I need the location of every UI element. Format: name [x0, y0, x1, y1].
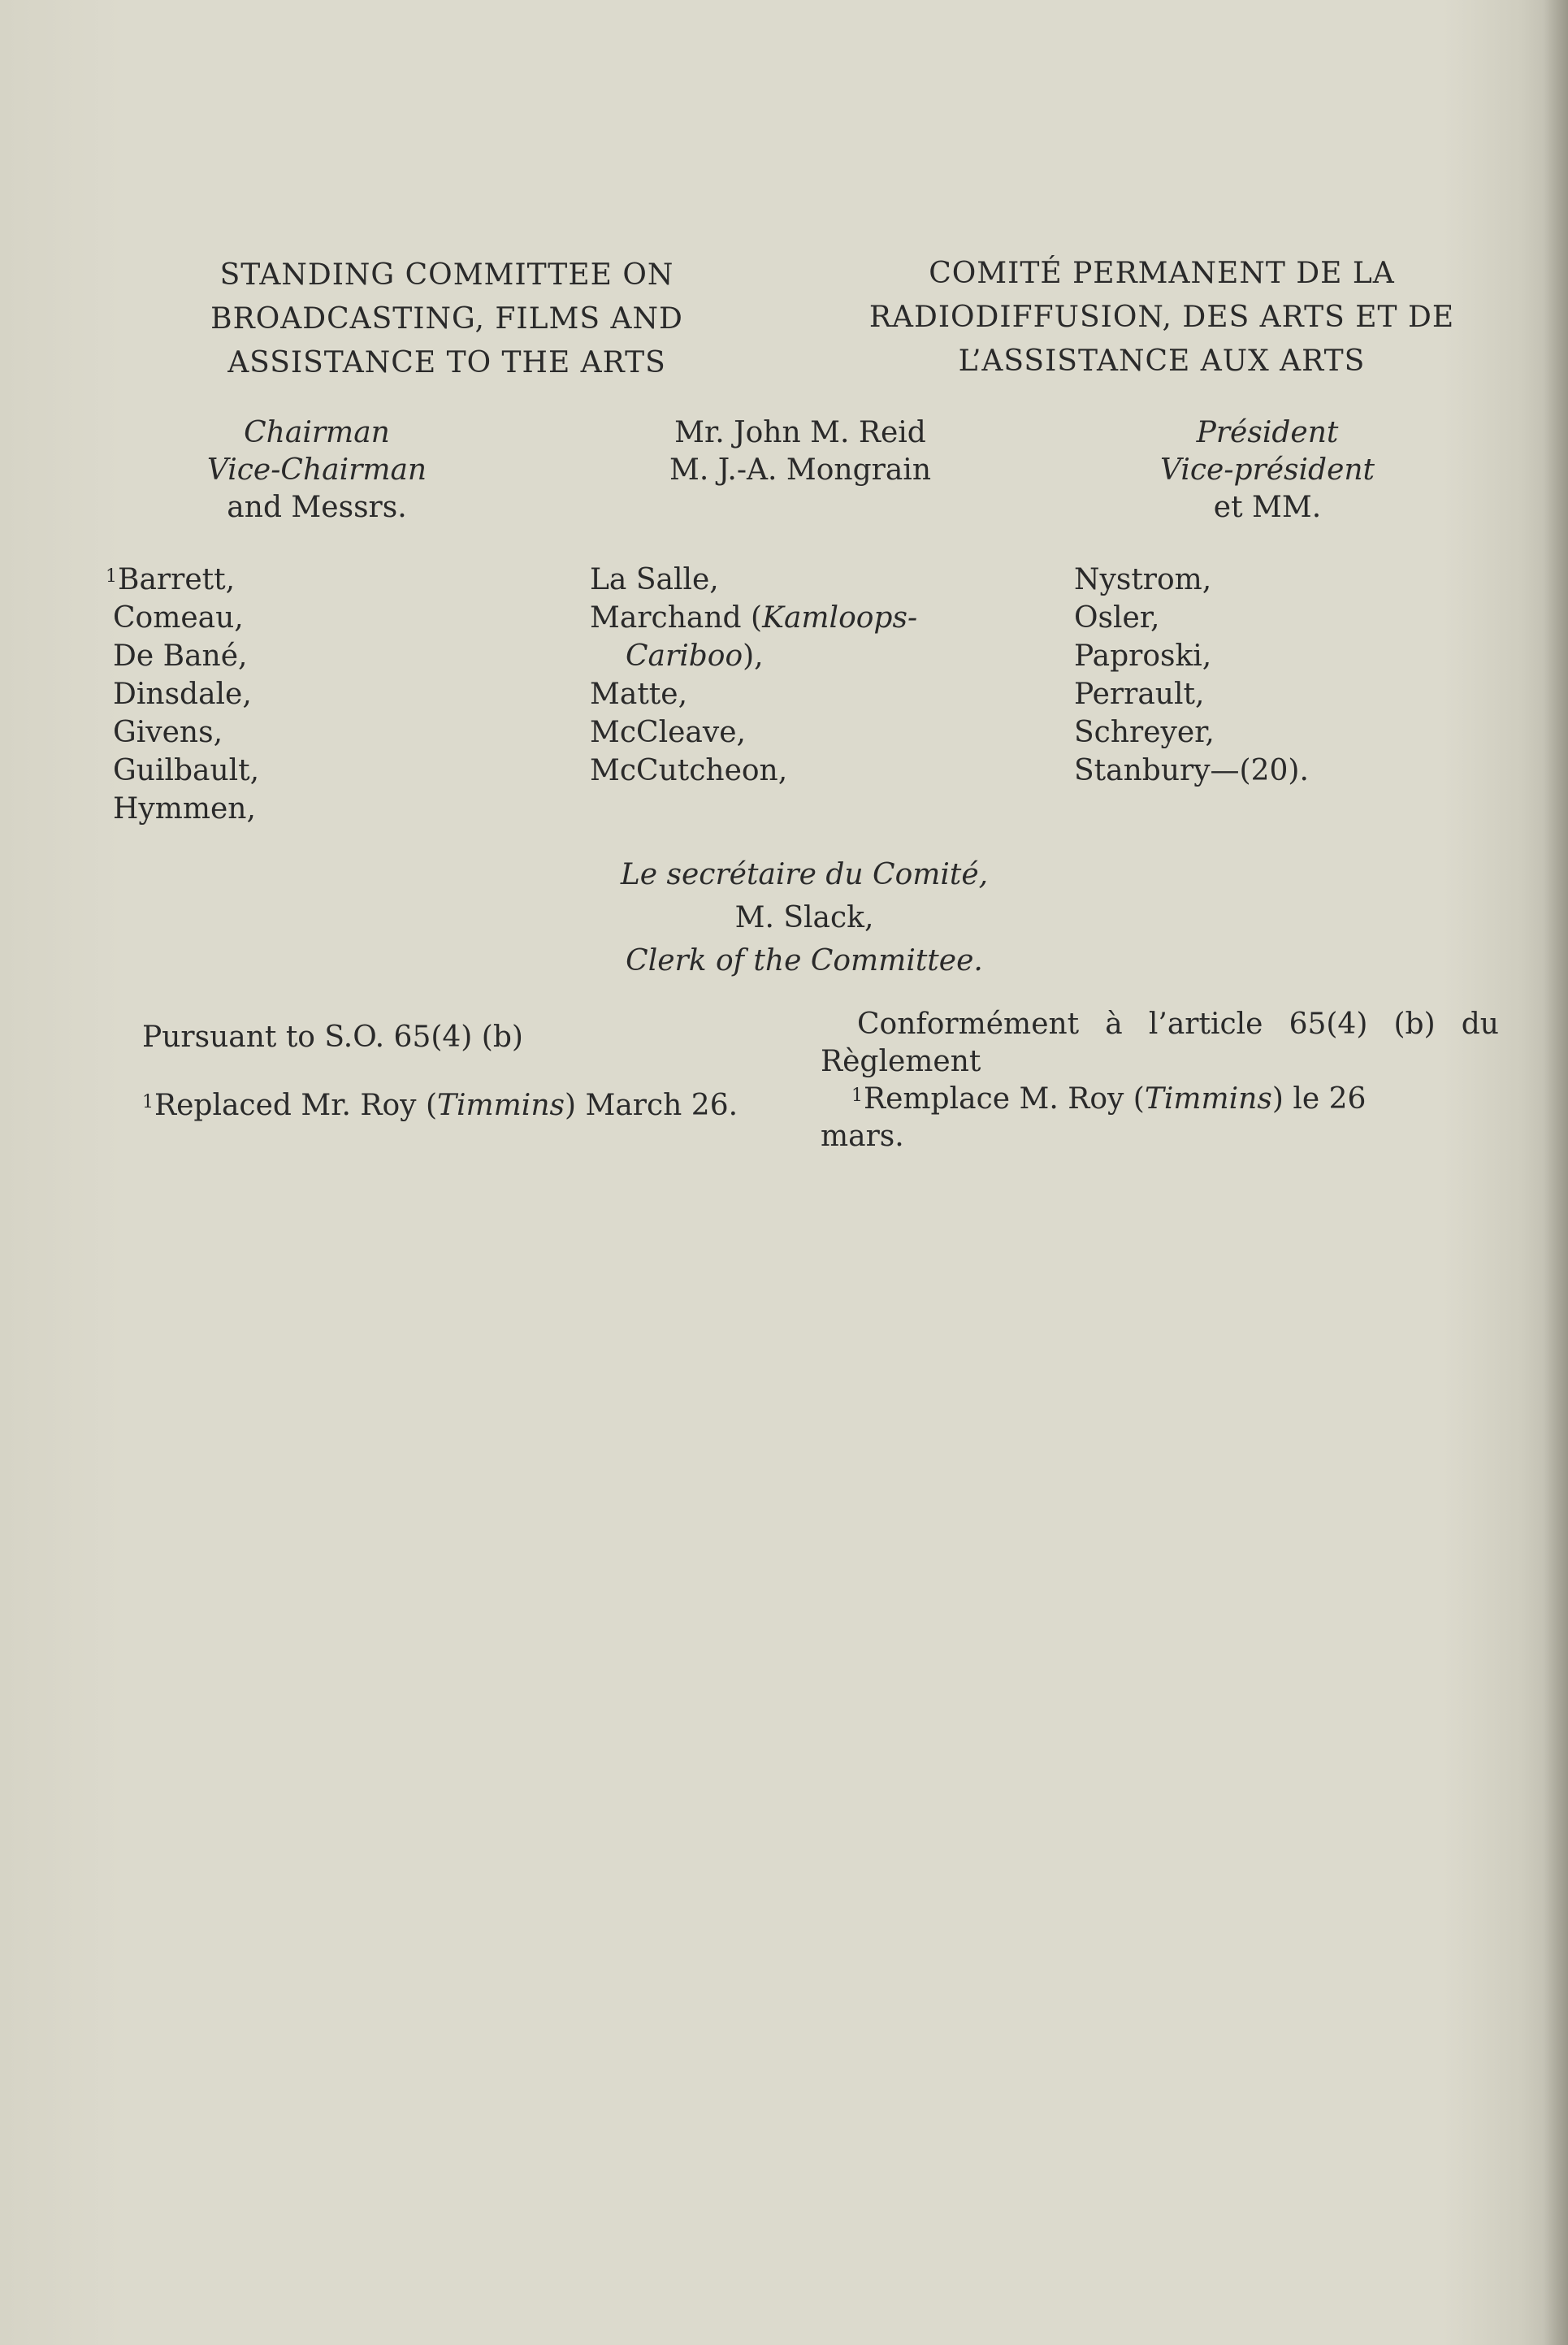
member-name: Givens, — [113, 716, 223, 749]
mm-label: et MM. — [1213, 491, 1322, 524]
officer-names — [617, 414, 983, 489]
member-name: Paproski, — [1074, 639, 1212, 673]
english-roles — [195, 414, 439, 527]
french-title-line: COMITÉ PERMANENT DE LA — [929, 257, 1395, 290]
english-title-line: STANDING COMMITTEE ON — [219, 258, 674, 292]
member-name: Nystrom, — [1074, 563, 1212, 596]
clerk-french-title: Le secrétaire du Comité, — [620, 858, 989, 891]
member-name: Perrault, — [1074, 678, 1205, 711]
english-pursuant-note: Pursuant to S.O. 65(4) (b) — [142, 1021, 523, 1054]
french-committee-title — [812, 252, 1511, 384]
page-edge-shadow — [1544, 0, 1568, 2345]
members-column-2 — [590, 561, 996, 790]
member-name: De Bané, — [113, 639, 248, 673]
french-title-line: L’ASSISTANCE AUX ARTS — [958, 345, 1366, 378]
english-notes — [142, 1016, 825, 1128]
member-name: La Salle, — [590, 563, 719, 596]
vice-chairman-label: Vice-Chairman — [206, 453, 427, 487]
english-committee-title — [162, 254, 731, 385]
members-column-3 — [1074, 561, 1399, 790]
member-name: McCutcheon, — [590, 754, 788, 787]
chairman-label: Chairman — [244, 416, 390, 449]
french-conformement-note: Conformément à l’article 65(4) (b) du — [857, 1008, 1499, 1041]
french-title-line: RADIODIFFUSION, DES ARTS ET DE — [868, 301, 1455, 334]
footnote-marker: 1 — [106, 566, 117, 587]
member-name: Guilbault, — [113, 754, 260, 787]
member-name: Comeau, — [113, 601, 244, 635]
member-name: Schreyer, — [1074, 716, 1215, 749]
president-label: Président — [1196, 416, 1339, 449]
french-remplace-note: $^1$Remplace M. Roy (Timmins) le 26 — [851, 1082, 1367, 1116]
clerk-name: M. Slack, — [734, 901, 874, 934]
member-name: Hymmen, — [113, 792, 256, 826]
members-column-1 — [106, 561, 382, 828]
messrs-label: and Messrs. — [227, 491, 407, 524]
member-name: Osler, — [1074, 601, 1160, 635]
member-name: McCleave, — [590, 716, 746, 749]
chairman-name: Mr. John M. Reid — [674, 416, 926, 449]
vice-president-label: Vice-président — [1159, 453, 1375, 487]
french-mars-line: mars. — [821, 1120, 904, 1153]
english-title-line: ASSISTANCE TO THE ARTS — [227, 346, 666, 379]
member-name: Dinsdale, — [113, 678, 252, 711]
member-riding: Cariboo), — [626, 639, 764, 673]
vice-chairman-name: M. J.-A. Mongrain — [669, 453, 931, 487]
french-roles — [1137, 414, 1397, 527]
member-name: Stanbury—(20). — [1074, 754, 1309, 787]
clerk-english-title: Clerk of the Committee. — [626, 944, 983, 977]
member-name: $^1$Barrett, — [106, 563, 236, 596]
clerk-block — [561, 853, 1048, 982]
english-title-line: BROADCASTING, FILMS AND — [210, 302, 683, 336]
member-name: Matte, — [590, 678, 688, 711]
member-name: Marchand (Kamloops- — [590, 601, 918, 635]
french-reglement-line: Règlement — [821, 1045, 981, 1078]
french-notes — [821, 1006, 1499, 1155]
english-replacement-note: $^1$Replaced Mr. Roy (Timmins) March 26. — [142, 1089, 739, 1122]
